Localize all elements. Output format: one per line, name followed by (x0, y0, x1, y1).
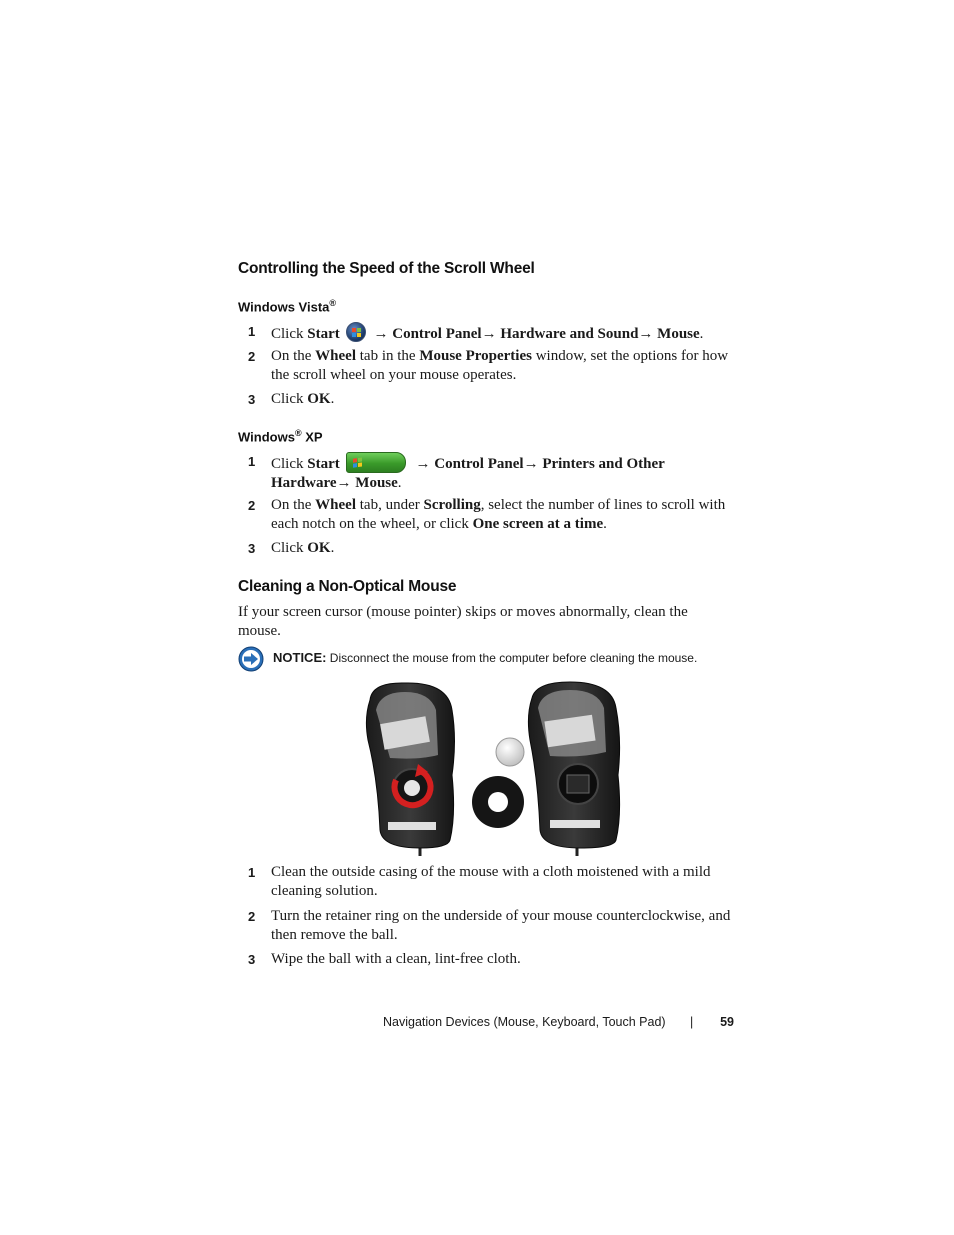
notice-arrow-icon (238, 646, 264, 672)
footer-section-name: Navigation Devices (Mouse, Keyboard, Touch Pad) (383, 1015, 666, 1029)
retainer-ring (472, 776, 524, 828)
footer-separator: | (690, 1015, 694, 1029)
page-number: 59 (720, 1015, 734, 1029)
notice-text: Disconnect the mouse from the computer before cleaning the mouse. (326, 651, 698, 665)
cleaning-intro: If your screen cursor (mouse pointer) skips or moves abnormally, clean the mouse. (238, 604, 688, 639)
windows-xp-start-icon (346, 452, 406, 473)
section-title-scroll-wheel: Controlling the Speed of the Scroll Wheel (238, 260, 535, 277)
mouse-with-retainer-ring (366, 683, 454, 848)
mouse-ball (496, 738, 524, 766)
notice-block (238, 646, 738, 672)
windows-vista-start-icon (346, 322, 366, 342)
mouse-with-ball-removed (528, 682, 619, 848)
mouse-underside-illustration (360, 680, 625, 858)
heading-windows-vista: Windows Vista® (238, 298, 337, 315)
section-title-cleaning-mouse: Cleaning a Non-Optical Mouse (238, 578, 457, 595)
notice-label: NOTICE: (273, 650, 327, 665)
heading-windows-xp: Windows® XP (238, 428, 323, 445)
